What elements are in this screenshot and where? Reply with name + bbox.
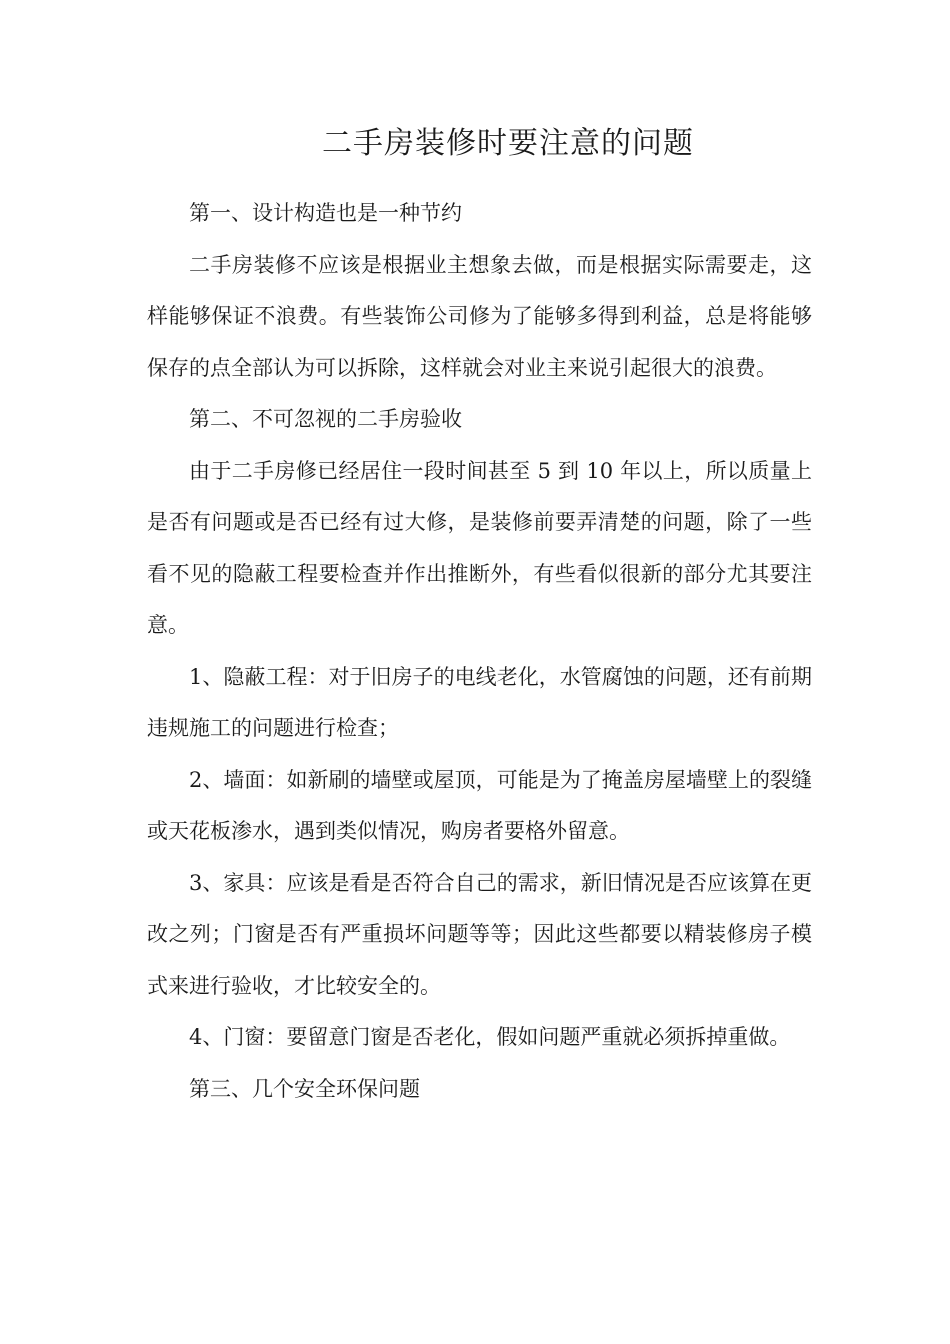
paragraph-inspection: 由于二手房修已经居住一段时间甚至 5 到 10 年以上，所以质量上是否有问题或是否已经有过大修，是装修前要弄清楚的问题，除了一些看不见的隐蔽工程要检查并作出推断外，有些看似很新的部分尤其要注意。: [147, 458, 812, 637]
section-heading-2: 第二、不可忽视的二手房验收: [189, 407, 462, 431]
paragraph-design: 二手房装修不应该是根据业主想象去做，而是根据实际需要走，这样能够保证不浪费。有些装饰公司修为了能够多得到利益，总是将能够保存的点全部认为可以拆除，这样就会对业主来说引起很大的浪费。: [147, 252, 812, 380]
list-item-hidden-works: 1、隐蔽工程：对于旧房子的电线老化，水管腐蚀的问题，还有前期违规施工的问题进行检查；: [147, 664, 812, 740]
document-body: [147, 188, 812, 1115]
list-item-walls: 2、墙面：如新刷的墙壁或屋顶，可能是为了掩盖房屋墙壁上的裂缝或天花板渗水，遇到类似情况，购房者要格外留意。: [147, 767, 812, 843]
list-item-doors-windows: 4、门窗：要留意门窗是否老化，假如问题严重就必须拆掉重做。: [189, 1025, 791, 1049]
document-title: 二手房装修时要注意的问题: [322, 126, 694, 161]
section-heading-1: 第一、设计构造也是一种节约: [189, 201, 462, 225]
list-item-furniture: 3、家具：应该是看是否符合自己的需求，新旧情况是否应该算在更改之列；门窗是否有严重损坏问题等等；因此这些都要以精装修房子模式来进行验收，才比较安全的。: [147, 870, 812, 998]
section-heading-3: 第三、几个安全环保问题: [189, 1076, 420, 1101]
